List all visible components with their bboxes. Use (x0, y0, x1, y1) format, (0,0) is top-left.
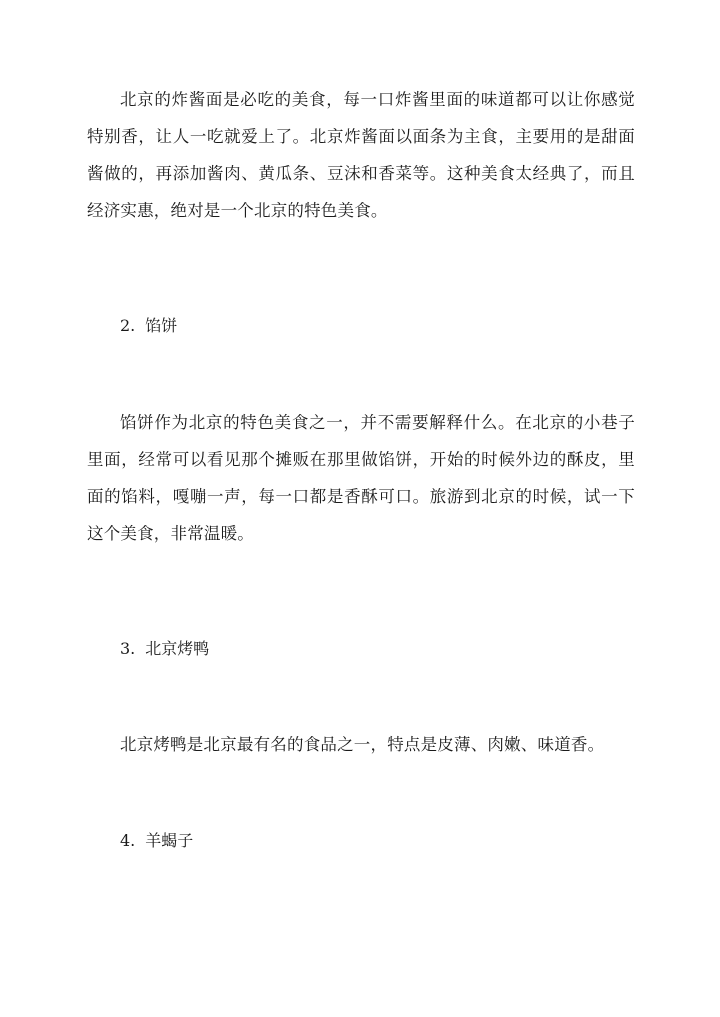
paragraph-zhajiangmian: 北京的炸酱面是必吃的美食，每一口炸酱里面的味道都可以让你感觉特别香，让人一吃就爱上了。北京炸酱面以面条为主食，主要用的是甜面酱做的，再添加酱肉、黄瓜条、豆沫和香菜等。这种美食太经典了，而且经济实惠，绝对是一个北京的特色美食。 (87, 90, 635, 220)
paragraph-xianbing: 馅饼作为北京的特色美食之一，并不需要解释什么。在北京的小巷子里面，经常可以看见那个摊贩在那里做馅饼，开始的时候外边的酥皮，里面的馅料，嘎嘣一声，每一口都是香酥可口。旅游到北京的时候，试一下这个美食，非常温暖。 (87, 413, 635, 543)
section-number: 3. (120, 639, 136, 658)
section-number: 4. (120, 831, 136, 850)
section-title: 馅饼 (145, 316, 178, 335)
section-title: 羊蝎子 (145, 831, 194, 850)
section-heading-yangxiezi (120, 829, 193, 853)
section-title: 北京烤鸭 (145, 639, 210, 658)
section-number: 2. (120, 316, 136, 335)
section-heading-kaoya (120, 637, 209, 661)
paragraph-kaoya: 北京烤鸭是北京最有名的食品之一，特点是皮薄、肉嫩、味道香。 (120, 735, 605, 754)
section-heading-xianbing (120, 314, 177, 338)
